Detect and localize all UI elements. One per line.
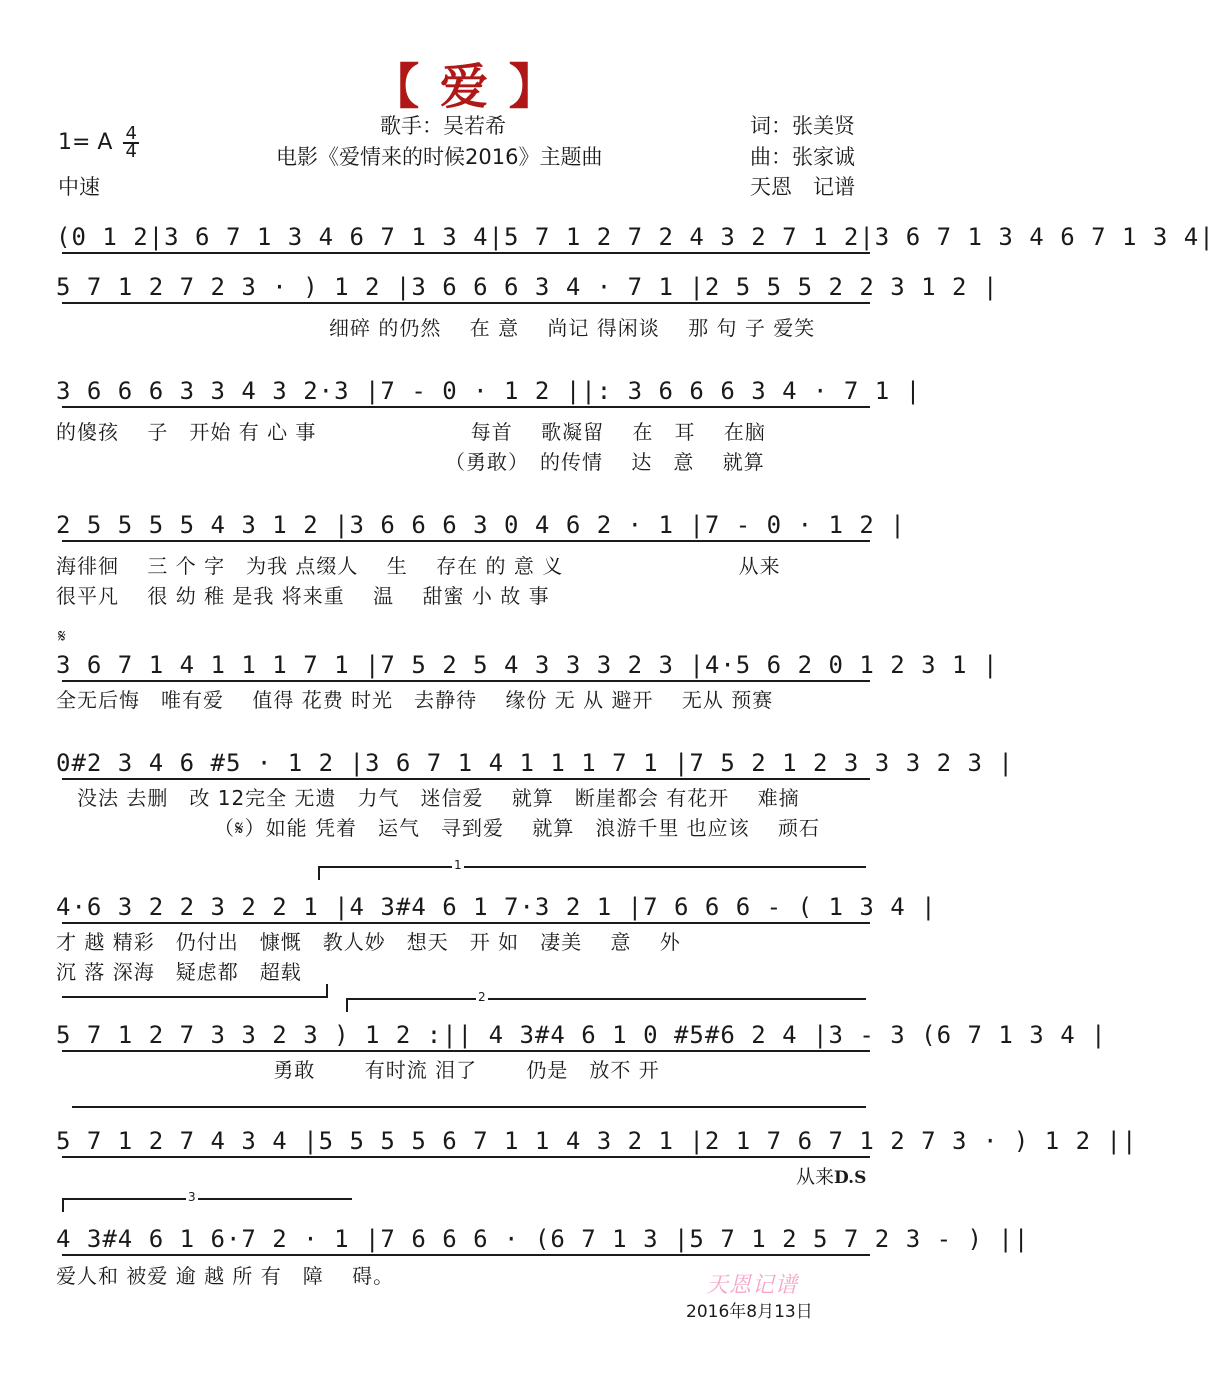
volta-3-bracket xyxy=(62,1198,352,1200)
tempo-marking: 中速 xyxy=(58,175,100,199)
score-row-10-notes: 4 3#4 6 1 6·7 2 · 1 |7 6 6 6 · (6 7 1 3 |5 7 1 2 5 7 2 3 - ) || xyxy=(56,1225,1030,1253)
score-row-3-lyrics-b: （勇敢） 的传情 达 意 就算 xyxy=(56,450,765,474)
volta-1-bracket-edge xyxy=(318,866,320,880)
volta-1-end-edge xyxy=(326,984,328,998)
transcriber-credit: 天恩 记谱 xyxy=(750,175,855,199)
volta-1-end-line xyxy=(62,996,328,998)
ds-lyric: 从来 xyxy=(796,1166,835,1188)
score-row-6-lyrics-b: （𝄋）如能 凭着 运气 寻到爱 就算 浪游千里 也应该 顽石 xyxy=(56,816,821,840)
score-row-2-lyrics: 细碎 的仍然 在 意 尚记 得闲谈 那 句 子 爱笑 xyxy=(56,316,816,340)
score-row-7-notes: 4·6 3 2 2 3 2 2 1 |4 3#4 6 1 7·3 2 1 |7 6 6 6 - ( 1 3 4 | xyxy=(56,893,937,921)
time-signature xyxy=(123,123,138,162)
key-label: 1= A xyxy=(58,130,113,155)
song-title-block xyxy=(0,48,930,117)
score-row-8-lyrics: 勇敢 有时流 泪了 仍是 放不 开 xyxy=(56,1058,660,1082)
transcription-date: 2016年8月13日 xyxy=(686,1302,813,1322)
time-sig-bottom: 4 xyxy=(125,141,137,162)
score-row-4-notes: 2 5 5 5 5 4 3 1 2 |3 6 6 6 3 0 4 6 2 · 1 |7 - 0 · 1 2 | xyxy=(56,511,906,539)
beam-line xyxy=(62,406,870,408)
transcriber-watermark: 天恩记谱 xyxy=(706,1273,799,1298)
volta-2-number: 2 xyxy=(478,990,486,1004)
score-row-5-lyrics: 全无后悔 唯有爱 值得 花费 时光 去静待 缘份 无 从 避开 无从 预赛 xyxy=(56,688,774,712)
film-subtitle: 电影《爱情来的时候2016》主题曲 xyxy=(276,145,603,169)
key-signature xyxy=(58,123,139,162)
score-row-2-notes: 5 7 1 2 7 2 3 · ) 1 2 |3 6 6 6 3 4 · 7 1 |2 5 5 5 2 2 3 1 2 | xyxy=(56,273,999,301)
beam-line xyxy=(62,1050,870,1052)
singer-credit: 歌手：吴若希 xyxy=(380,114,506,138)
lyricist-credit: 词：张美贤 xyxy=(750,114,855,138)
score-row-7-lyrics-a: 才 越 精彩 仍付出 慷慨 教人妙 想天 开 如 凄美 意 外 xyxy=(56,930,681,954)
score-row-3-lyrics-a: 的傻孩 子 开始 有 心 事 每首 歌凝留 在 耳 在脑 xyxy=(56,420,766,444)
volta-1-bracket xyxy=(318,866,866,868)
beam-line xyxy=(62,252,870,254)
score-row-10-lyrics: 爱人和 被爱 逾 越 所 有 障 碍。 xyxy=(56,1264,395,1288)
volta-2-continuation xyxy=(72,1106,866,1108)
beam-line xyxy=(62,680,870,682)
segno-sign: 𝄋 xyxy=(58,626,66,647)
score-row-6-lyrics-a: 没法 去删 改 12完全 无遗 力气 迷信爱 就算 断崖都会 有花开 难摘 xyxy=(56,786,800,810)
dal-segno-marking xyxy=(796,1162,866,1189)
volta-2-bracket xyxy=(346,998,866,1000)
beam-line xyxy=(62,1254,870,1256)
score-row-8-notes: 5 7 1 2 7 3 3 2 3 ) 1 2 :|| 4 3#4 6 1 0 #5#6 2 4 |3 - 3 (6 7 1 3 4 | xyxy=(56,1021,1107,1049)
score-row-3-notes: 3 6 6 6 3 3 4 3 2·3 |7 - 0 · 1 2 ||: 3 6 6 6 3 4 · 7 1 | xyxy=(56,377,922,405)
score-row-6-notes: 0#2 3 4 6 #5 · 1 2 |3 6 7 1 4 1 1 1 7 1 |7 5 2 1 2 3 3 3 2 3 | xyxy=(56,749,1014,777)
song-title: 【 爱 】 xyxy=(371,59,559,115)
score-row-9-notes: 5 7 1 2 7 4 3 4 |5 5 5 5 6 7 1 1 4 3 2 1 |2 1 7 6 7 1 2 7 3 · ) 1 2 || xyxy=(56,1127,1138,1155)
beam-line xyxy=(62,540,870,542)
volta-2-bracket-edge xyxy=(346,998,348,1012)
ds-mark: D.S xyxy=(834,1168,867,1188)
score-row-4-lyrics-b: 很平凡 很 幼 稚 是我 将来重 温 甜蜜 小 故 事 xyxy=(56,584,550,608)
volta-1-number: 1 xyxy=(454,858,462,872)
beam-line xyxy=(62,778,870,780)
volta-3-bracket-edge xyxy=(62,1198,64,1212)
beam-line xyxy=(62,922,870,924)
score-row-5-notes: 3 6 7 1 4 1 1 1 7 1 |7 5 2 5 4 3 3 3 2 3 |4·5 6 2 0 1 2 3 1 | xyxy=(56,651,999,679)
volta-3-number: 3 xyxy=(188,1190,196,1204)
beam-line xyxy=(62,302,870,304)
time-sig-top: 4 xyxy=(125,123,137,144)
score-row-1-notes: (0 1 2|3 6 7 1 3 4 6 7 1 3 4|5 7 1 2 7 2 4 3 2 7 1 2|3 6 7 1 3 4 6 7 1 3 4| xyxy=(56,223,1215,251)
score-row-4-lyrics-a: 海徘徊 三 个 字 为我 点缀人 生 存在 的 意 义 从来 xyxy=(56,554,781,578)
beam-line xyxy=(62,1156,870,1158)
composer-credit: 曲：张家诚 xyxy=(750,145,855,169)
score-row-7-lyrics-b: 沉 落 深海 疑虑都 超载 xyxy=(56,960,302,984)
